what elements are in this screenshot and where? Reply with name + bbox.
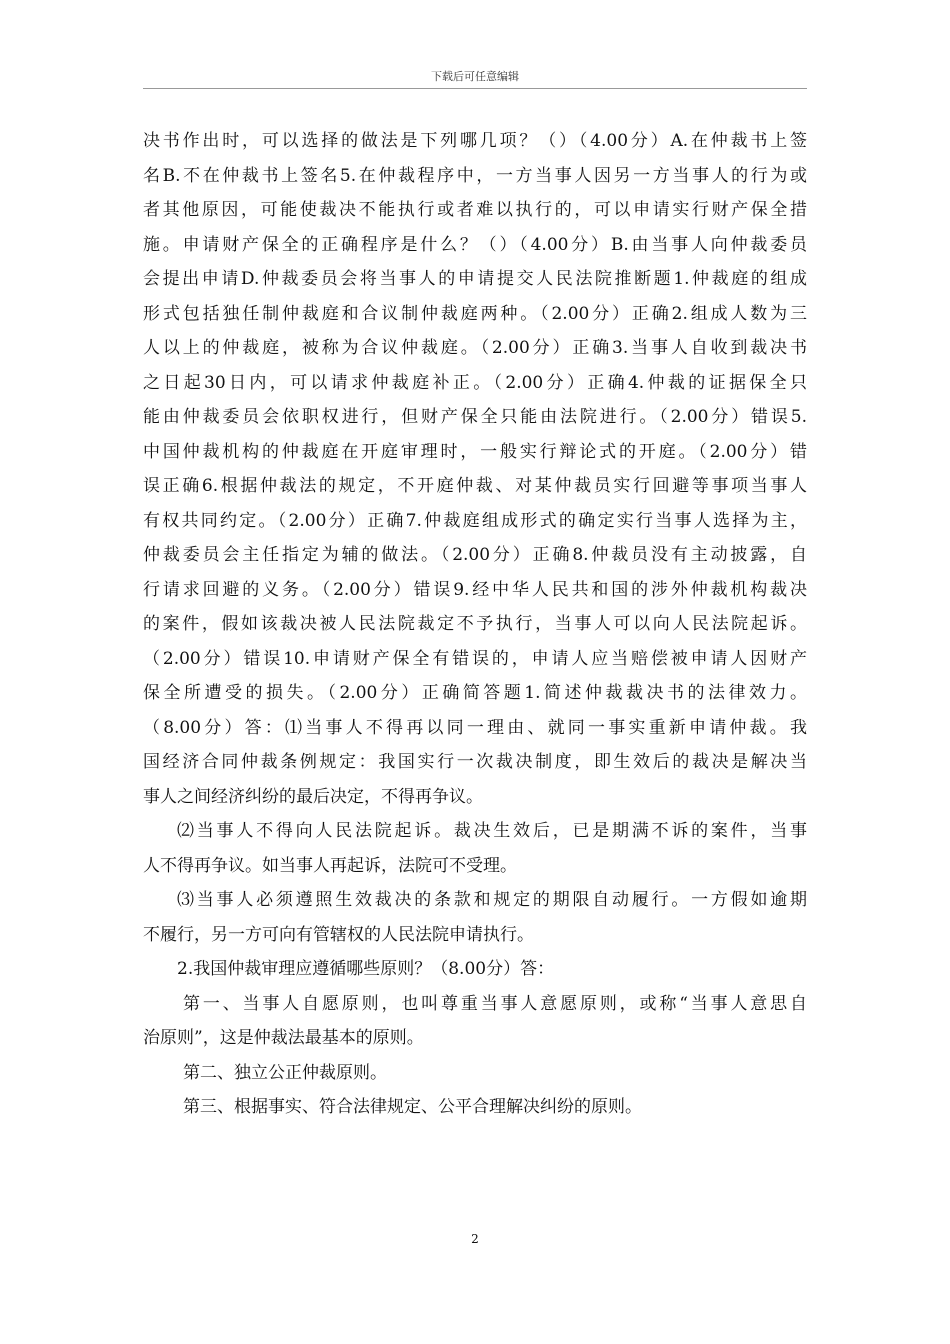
text-line: 国经济合同仲裁条例规定：我国实行一次裁决制度，即生效后的裁决是解决当 bbox=[143, 752, 807, 772]
text-line: 名B.不在仲裁书上签名5.在仲裁程序中，一方当事人因另一方当事人的行为或 bbox=[143, 165, 807, 186]
text-line: （8.00分）答：⑴当事人不得再以同一理由、就同一事实重新申请仲裁。我 bbox=[143, 717, 807, 738]
text-line: 行请求回避的义务。（2.00分）错误9.经中华人民共和国的涉外仲裁机构裁决 bbox=[143, 579, 807, 600]
text-line: 之日起30日内，可以请求仲裁庭补正。（2.00分）正确4.仲裁的证据保全只 bbox=[143, 372, 807, 393]
text-line: ⑶当事人必须遵照生效裁决的条款和规定的期限自动履行。一方假如逾期 bbox=[177, 890, 807, 910]
text-line: 有权共同约定。（2.00分）正确7.仲裁庭组成形式的确定实行当事人选择为主， bbox=[143, 510, 807, 531]
text-line: 会提出申请D.仲裁委员会将当事人的申请提交人民法院推断题1.仲裁庭的组成 bbox=[143, 269, 807, 289]
text-line: 人不得再争议。如当事人再起诉，法院可不受理。 bbox=[143, 855, 517, 876]
text-line: 人以上的仲裁庭，被称为合议仲裁庭。（2.00分）正确3.当事人自收到裁决书 bbox=[143, 338, 807, 358]
text-line: 保全所遭受的损失。（2.00分）正确简答题1.简述仲裁裁决书的法律效力。 bbox=[143, 683, 807, 703]
text-line: 中国仲裁机构的仲裁庭在开庭审理时，一般实行辩论式的开庭。（2.00分）错 bbox=[143, 441, 807, 462]
page-number: 2 bbox=[471, 1232, 479, 1246]
text-line: 第一、当事人自愿原则，也叫尊重当事人意愿原则，或称“当事人意思自 bbox=[183, 993, 807, 1014]
text-line: 仲裁委员会主任指定为辅的做法。（2.00分）正确8.仲裁员没有主动披露，自 bbox=[143, 545, 807, 565]
text-line: （2.00分）错误10.申请财产保全有错误的，申请人应当赔偿被申请人因财产 bbox=[143, 648, 807, 669]
text-line: 第三、根据事实、符合法律规定、公平合理解决纠纷的原则。 bbox=[183, 1097, 642, 1117]
text-line: 2.我国仲裁审理应遵循哪些原则？（8.00分）答： bbox=[177, 959, 555, 979]
text-line: 第二、独立公正仲裁原则。 bbox=[183, 1062, 387, 1083]
text-line: ⑵当事人不得向人民法院起诉。裁决生效后，已是期满不诉的案件，当事 bbox=[177, 821, 807, 841]
text-line: 治原则”，这是仲裁法最基本的原则。 bbox=[143, 1028, 424, 1048]
text-line: 事人之间经济纠纷的最后决定，不得再争议。 bbox=[143, 786, 483, 807]
text-line: 决书作出时，可以选择的做法是下列哪几项？（）（4.00分）A.在仲裁书上签 bbox=[143, 131, 807, 151]
text-line: 误正确6.根据仲裁法的规定，不开庭仲裁、对某仲裁员实行回避等事项当事人 bbox=[143, 476, 807, 496]
text-line: 者其他原因，可能使裁决不能执行或者难以执行的，可以申请实行财产保全措 bbox=[143, 200, 807, 220]
text-line: 能由仲裁委员会依职权进行，但财产保全只能由法院进行。（2.00分）错误5. bbox=[143, 407, 807, 427]
document-body bbox=[143, 124, 807, 1125]
text-line: 不履行，另一方可向有管辖权的人民法院申请执行。 bbox=[143, 924, 534, 945]
text-line: 形式包括独任制仲裁庭和合议制仲裁庭两种。（2.00分）正确2.组成人数为三 bbox=[143, 303, 807, 324]
page-header: 下载后可任意编辑 bbox=[431, 70, 519, 83]
text-line: 的案件，假如该裁决被人民法院裁定不予执行，当事人可以向人民法院起诉。 bbox=[143, 614, 807, 634]
header-rule bbox=[143, 88, 807, 89]
text-line: 施。申请财产保全的正确程序是什么？（）（4.00分）B.由当事人向仲裁委员 bbox=[143, 234, 807, 255]
